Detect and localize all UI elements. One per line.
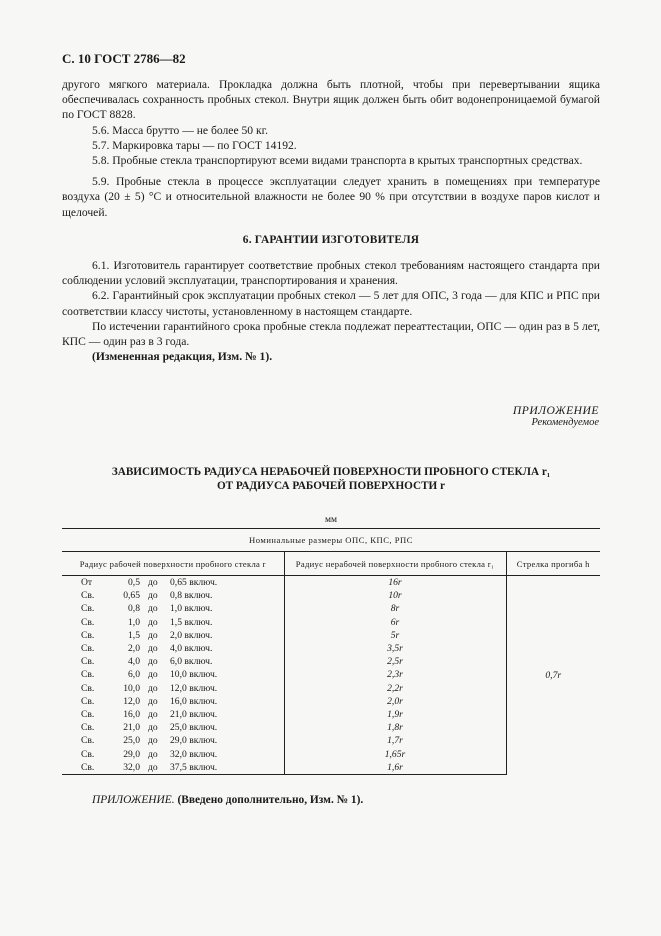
range-part: 1,0 xyxy=(128,616,140,628)
range-part: Св. xyxy=(81,643,95,655)
range-part: до xyxy=(148,669,158,681)
nonworking-radius-value: 3,5r xyxy=(284,642,506,655)
range-part: до xyxy=(148,577,158,589)
working-radius-range xyxy=(62,761,284,775)
working-radius-range xyxy=(62,695,284,708)
table-row xyxy=(62,576,600,590)
footer-label: ПРИЛОЖЕНИЕ. xyxy=(92,794,175,806)
page-header: С. 10 ГОСТ 2786—82 xyxy=(62,51,186,66)
range-part: 10,0 включ. xyxy=(170,669,218,681)
range-part: Св. xyxy=(81,603,95,615)
working-radius-range xyxy=(62,589,284,602)
radius-table xyxy=(62,528,600,775)
range-part: Св. xyxy=(81,616,95,628)
appendix-status: Рекомендуемое xyxy=(531,417,599,428)
range-part: до xyxy=(148,629,158,641)
range-part: От xyxy=(81,577,93,589)
range-part: 1,5 включ. xyxy=(170,616,213,628)
range-part: до xyxy=(148,643,158,655)
working-radius-range xyxy=(62,747,284,760)
range-part: 1,0 включ. xyxy=(170,603,213,615)
range-part: Св. xyxy=(81,722,95,734)
range-part: Св. xyxy=(81,590,95,602)
working-radius-range xyxy=(62,721,284,734)
table-title-line1: ЗАВИСИМОСТЬ РАДИУСА НЕРАБОЧЕЙ ПОВЕРХНОСТИ ПРОБНОГО СТЕКЛА r₁ xyxy=(111,466,551,478)
working-radius-range xyxy=(62,734,284,747)
sag-value: 0,7r xyxy=(545,669,562,681)
range-part: 32,0 включ. xyxy=(170,748,218,760)
paragraph: По истечении гарантийного срока пробные стекла подлежат переаттестации, ОПС — один раз в 5 лет, КПС — один раз в 3 года. xyxy=(62,319,600,349)
range-part: до xyxy=(148,590,158,602)
working-radius-range xyxy=(62,602,284,615)
range-part: Св. xyxy=(81,735,95,747)
working-radius-range xyxy=(62,576,284,590)
footer-note xyxy=(92,794,363,806)
range-part: до xyxy=(148,735,158,747)
working-radius-range xyxy=(62,708,284,721)
nonworking-radius-value: 10r xyxy=(284,589,506,602)
nonworking-radius-value: 1,9r xyxy=(284,708,506,721)
range-part: 0,65 xyxy=(123,590,140,602)
table-title-line2: ОТ РАДИУСА РАБОЧЕЙ ПОВЕРХНОСТИ r xyxy=(216,479,446,492)
range-part: 1,5 xyxy=(128,629,140,641)
range-part: Св. xyxy=(81,708,95,720)
footer-text: (Введено дополнительно, Изм. № 1). xyxy=(177,794,364,806)
range-part: 0,8 включ. xyxy=(170,590,213,602)
working-radius-range xyxy=(62,682,284,695)
range-part: 16,0 включ. xyxy=(170,695,218,707)
range-part: 0,65 включ. xyxy=(170,577,218,589)
paragraph: 6.2. Гарантийный срок эксплуатации пробных стекол — 5 лет для ОПС, 3 года — для КПС и РПС при соответствии классу чистоты, установленному в настоящем стандарте. xyxy=(62,289,600,318)
range-part: до xyxy=(148,695,158,707)
range-part: 12,0 xyxy=(123,695,140,707)
nonworking-radius-value: 2,3r xyxy=(284,668,506,681)
col-header-working-radius: Радиус рабочей поверхности пробного стекла r xyxy=(62,552,284,576)
nominal-header: Номинальные размеры ОПС, КПС, РПС xyxy=(62,529,600,552)
range-part: до xyxy=(148,656,158,668)
nonworking-radius-value: 1,7r xyxy=(284,734,506,747)
paragraph: 5.9. Пробные стекла в процессе эксплуатации следует хранить в помещениях при температуре воздуха (20 ± 5) °С и относительной влажности не более 90 % при отсутствии в воздухе паров кислот и щелочей. xyxy=(62,175,600,219)
appendix-label xyxy=(513,404,599,428)
range-part: Св. xyxy=(81,669,95,681)
amendment-note: (Измененная редакция, Изм. № 1). xyxy=(92,350,273,364)
range-part: 12,0 включ. xyxy=(170,682,218,694)
range-part: до xyxy=(148,761,158,773)
range-part: до xyxy=(148,616,158,628)
col-header-nonworking-radius: Радиус нерабочей поверхности пробного стекла r₁ xyxy=(284,552,506,576)
range-part: 2,0 включ. xyxy=(170,629,213,641)
nonworking-radius-value: 1,8r xyxy=(284,721,506,734)
range-part: 6,0 xyxy=(128,669,140,681)
working-radius-range xyxy=(62,616,284,629)
range-part: 29,0 включ. xyxy=(170,735,218,747)
appendix-title: ПРИЛОЖЕНИЕ xyxy=(512,404,599,417)
range-part: Св. xyxy=(81,761,95,773)
range-part: 21,0 включ. xyxy=(170,708,218,720)
nonworking-radius-value: 2,0r xyxy=(284,695,506,708)
range-part: 0,5 xyxy=(128,577,140,589)
range-part: 29,0 xyxy=(123,748,140,760)
unit-label: мм xyxy=(324,515,338,525)
paragraph: другого мягкого материала. Прокладка должна быть плотной, чтобы при перевертывании ящика обеспечивалась сохранность пробных стекол. Внутри ящик должен быть обит водонепроницаемой бумагой по ГОСТ 8828. xyxy=(62,78,600,122)
body-text xyxy=(62,77,600,364)
col-header-sag: Стрелка прогиба h xyxy=(506,552,600,576)
paragraph: 5.8. Пробные стекла транспортируют всеми видами транспорта в крытых транспортных средствах. xyxy=(92,154,583,168)
working-radius-range xyxy=(62,629,284,642)
nonworking-radius-value: 6r xyxy=(284,616,506,629)
paragraph: 5.7. Маркировка тары — по ГОСТ 14192. xyxy=(92,138,297,152)
paragraph: 5.6. Масса брутто — не более 50 кг. xyxy=(92,123,268,137)
working-radius-range xyxy=(62,642,284,655)
nonworking-radius-value: 1,6r xyxy=(284,761,506,775)
nonworking-radius-value: 16r xyxy=(284,576,506,590)
range-part: 16,0 xyxy=(123,708,140,720)
nonworking-radius-value: 2,5r xyxy=(284,655,506,668)
range-part: Св. xyxy=(81,629,95,641)
table-title xyxy=(62,466,600,493)
nonworking-radius-value: 8r xyxy=(284,602,506,615)
section-title: 6. ГАРАНТИИ ИЗГОТОВИТЕЛЯ xyxy=(242,233,420,246)
range-part: 21,0 xyxy=(123,722,140,734)
range-part: 2,0 xyxy=(128,643,140,655)
range-part: 25,0 включ. xyxy=(170,722,218,734)
range-part: Св. xyxy=(81,695,95,707)
range-part: 25,0 xyxy=(123,735,140,747)
range-part: до xyxy=(148,722,158,734)
range-part: 37,5 включ. xyxy=(170,761,218,773)
range-part: до xyxy=(148,603,158,615)
range-part: до xyxy=(148,682,158,694)
range-part: до xyxy=(148,708,158,720)
range-part: Св. xyxy=(81,682,95,694)
range-part: 4,0 xyxy=(128,656,140,668)
range-part: Св. xyxy=(81,656,95,668)
range-part: Св. xyxy=(81,748,95,760)
range-part: 32,0 xyxy=(123,761,140,773)
range-part: 0,8 xyxy=(128,603,140,615)
working-radius-range xyxy=(62,668,284,681)
nonworking-radius-value: 5r xyxy=(284,629,506,642)
range-part: 4,0 включ. xyxy=(170,643,213,655)
paragraph: 6.1. Изготовитель гарантирует соответствие пробных стекол требованиям настоящего стандарта при соблюдении условий эксплуатации, транспортирования и хранения. xyxy=(62,259,600,288)
range-part: до xyxy=(148,748,158,760)
range-part: 10,0 xyxy=(123,682,140,694)
nonworking-radius-value: 1,65r xyxy=(284,747,506,760)
nonworking-radius-value: 2,2r xyxy=(284,682,506,695)
range-part: 6,0 включ. xyxy=(170,656,213,668)
working-radius-range xyxy=(62,655,284,668)
